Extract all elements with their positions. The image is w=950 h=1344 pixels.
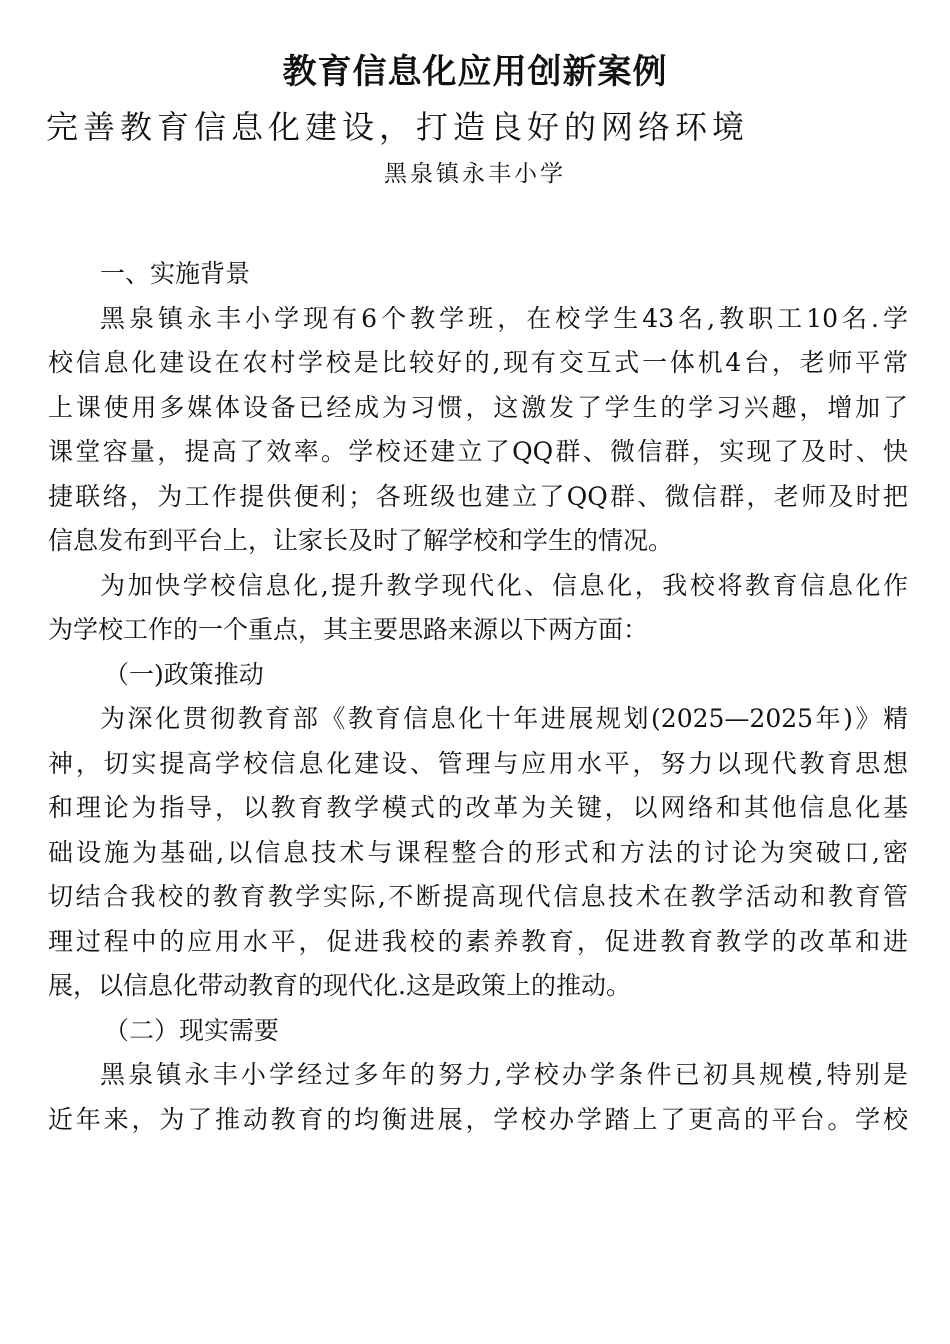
paragraph-line: 神，切实提高学校信息化建设、管理与应用水平，努力以现代教育思想 <box>48 748 908 778</box>
document-body <box>48 252 908 1142</box>
paragraph-line: 捷联络，为工作提供便利；各班级也建立了QQ群、微信群，老师及时把 <box>48 481 908 511</box>
paragraph-line: 理过程中的应用水平，促进我校的素养教育，促进教育教学的改革和进 <box>48 926 908 956</box>
document-title: 教育信息化应用创新案例 <box>282 52 668 92</box>
paragraph-line: 信息发布到平台上，让家长及时了解学校和学生的情况。 <box>48 526 674 555</box>
subsection-heading-policy: （一)政策推动 <box>104 659 264 689</box>
paragraph-line: 为深化贯彻教育部《教育信息化十年进展规划(2025—2025年)》精 <box>100 704 908 733</box>
paragraph-line: 黑泉镇永丰小学现有6个教学班，在校学生43名,教职工10名.学 <box>100 303 908 333</box>
paragraph-line: 课堂容量，提高了效率。学校还建立了QQ群、微信群，实现了及时、快 <box>48 437 908 466</box>
subsection-heading-needs: （二）现实需要 <box>104 1015 280 1045</box>
document-subtitle: 完善教育信息化建设，打造良好的网络环境 <box>46 108 750 146</box>
paragraph-line: 和理论为指导，以教育教学模式的改革为关键，以网络和其他信息化基 <box>48 793 908 822</box>
paragraph-line: 上课使用多媒体设备已经成为习惯，这激发了学生的学习兴趣，增加了 <box>48 392 908 422</box>
paragraph-line: 校信息化建设在农村学校是比较好的,现有交互式一体机4台，老师平常 <box>48 348 908 377</box>
paragraph-line: 黑泉镇永丰小学经过多年的努力,学校办学条件已初具规模,特别是 <box>100 1060 908 1089</box>
paragraph-line: 础设施为基础,以信息技术与课程整合的形式和方法的讨论为突破口,密 <box>48 837 908 867</box>
paragraph-line: 近年来，为了推动教育的均衡进展，学校办学踏上了更高的平台。学校 <box>48 1104 908 1134</box>
paragraph-line: 为学校工作的一个重点，其主要思路来源以下两方面： <box>48 615 649 644</box>
paragraph-line: 展，以信息化带动教育的现代化.这是政策上的推动。 <box>48 971 631 1000</box>
paragraph-line: 为加快学校信息化,提升教学现代化、信息化，我校将教育信息化作 <box>100 570 908 600</box>
section-heading-background: 一、实施背景 <box>100 259 251 288</box>
paragraph-line: 切结合我校的教育教学实际,不断提高现代信息技术在教学活动和教育管 <box>48 882 908 911</box>
document-author: 黑泉镇永丰小学 <box>384 161 566 187</box>
